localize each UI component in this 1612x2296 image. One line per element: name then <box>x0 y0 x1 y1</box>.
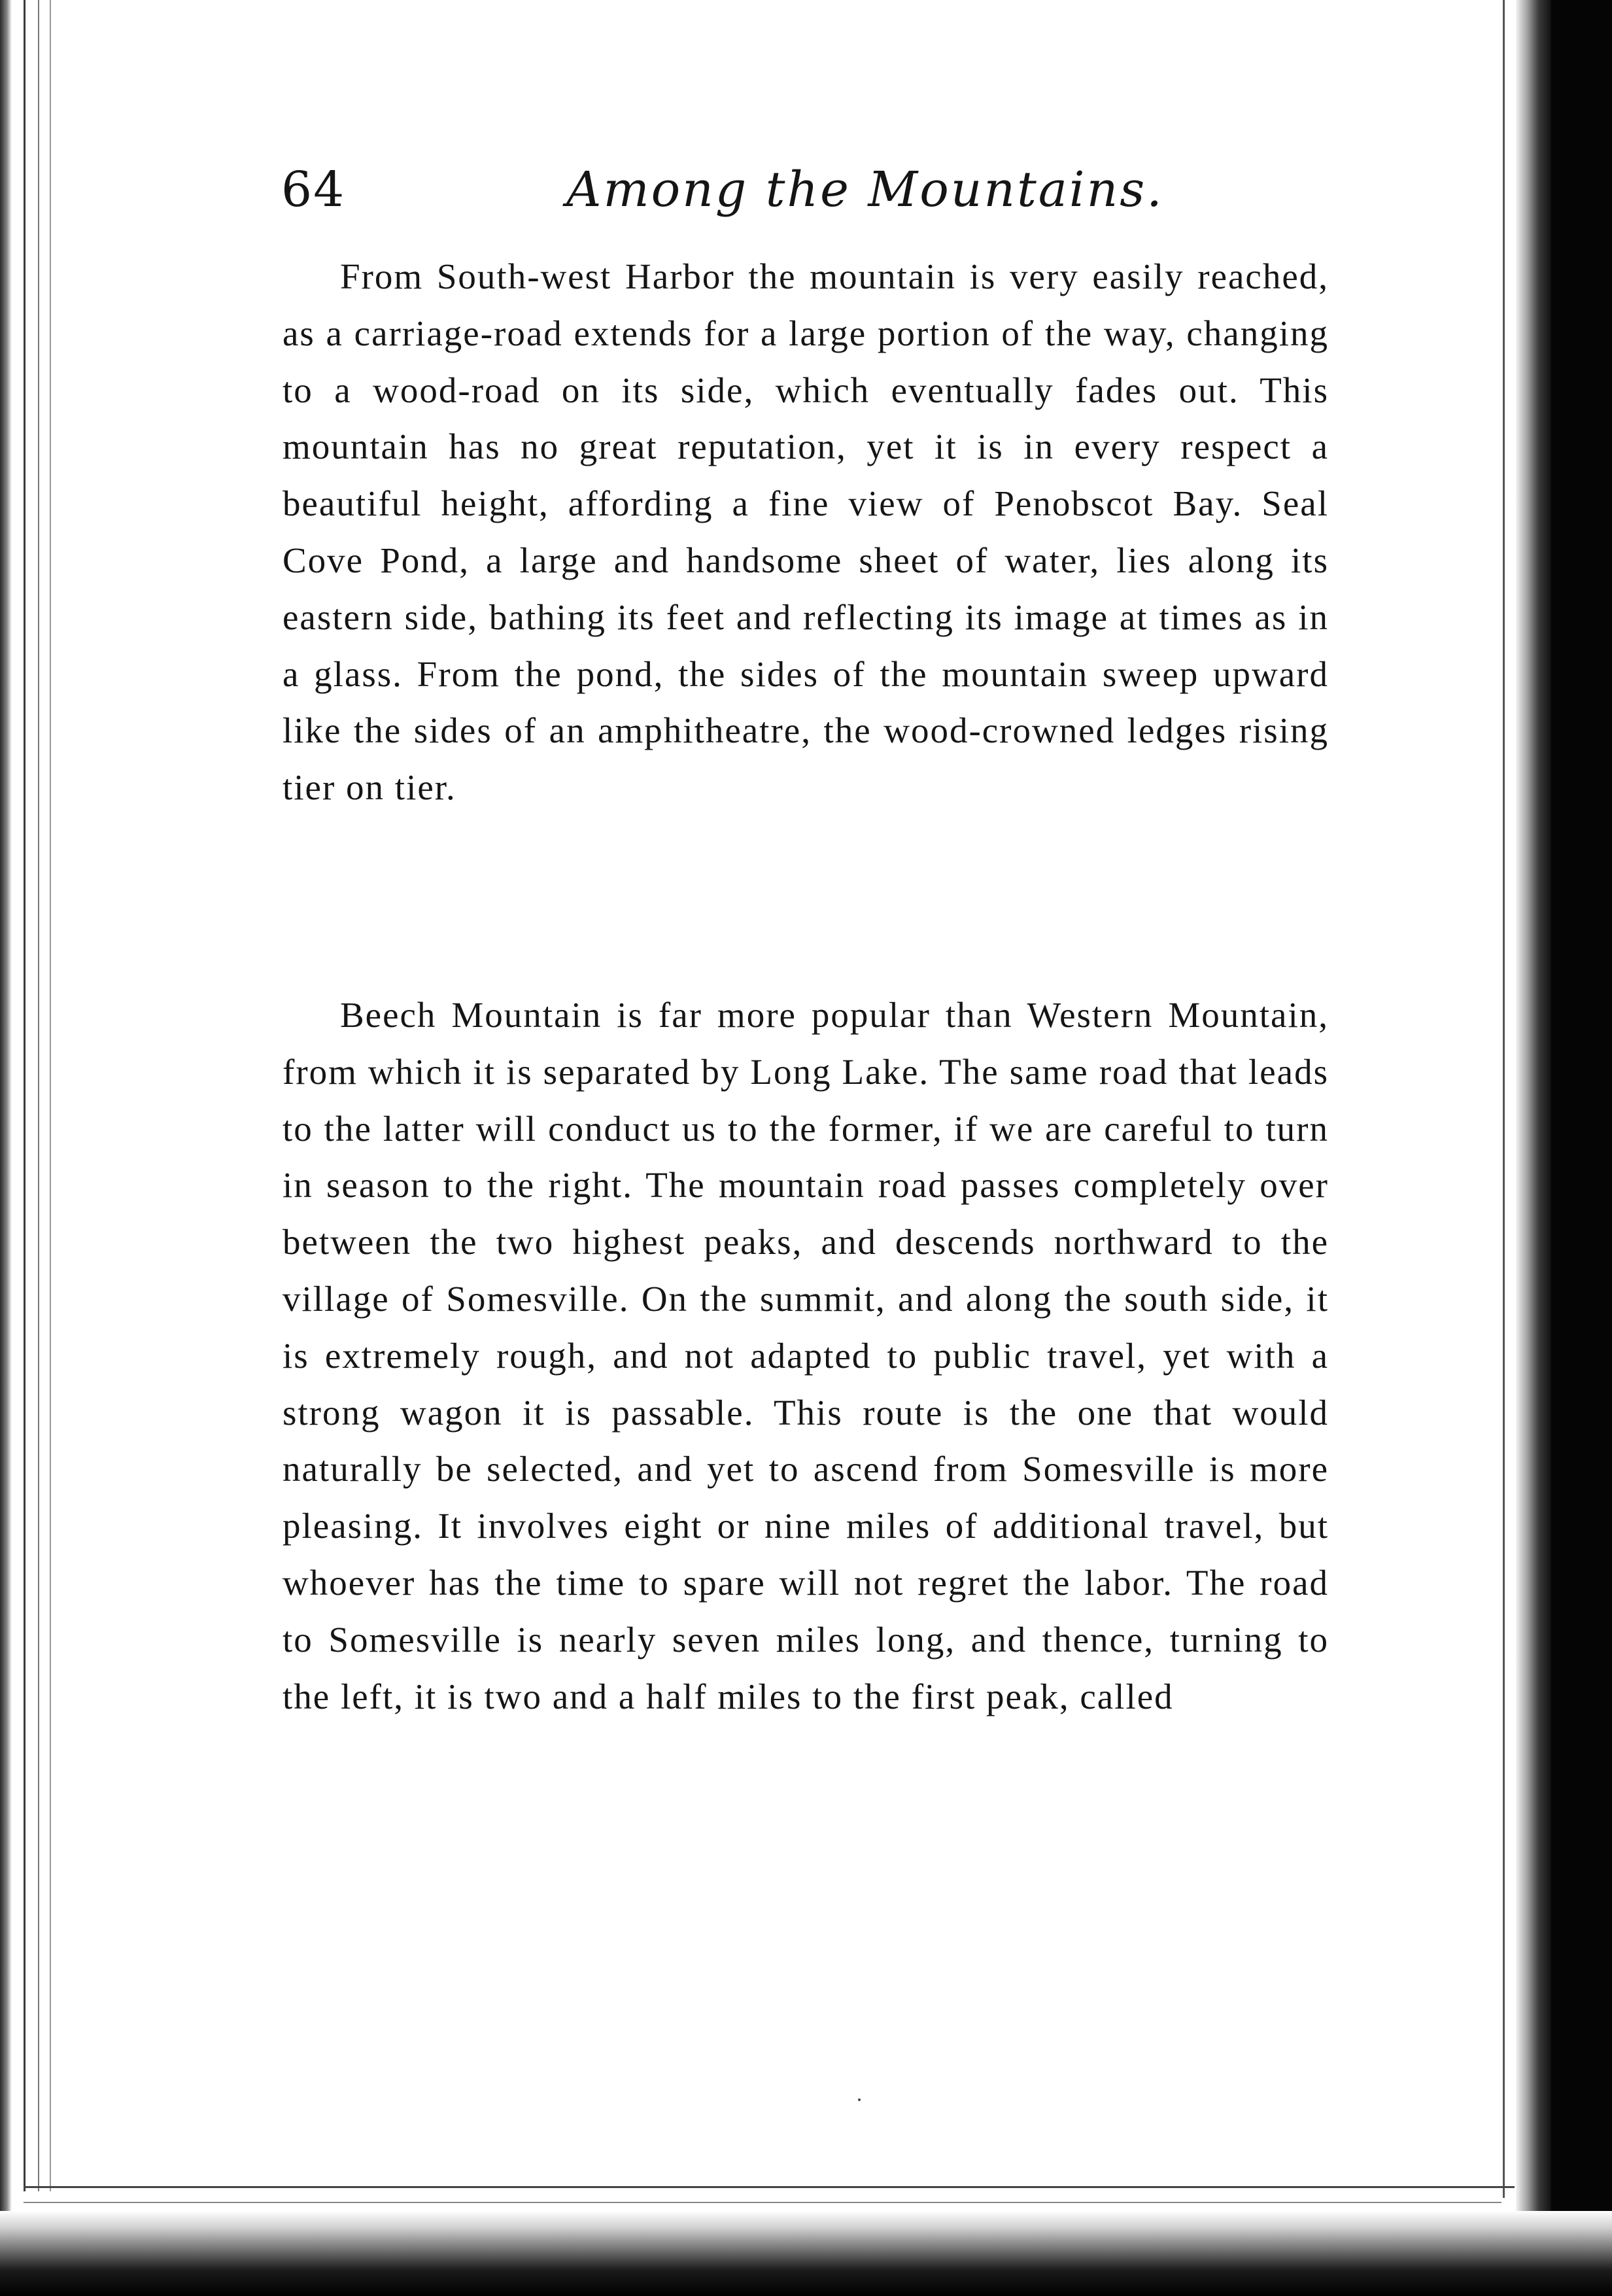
book-spine-shadow <box>1516 0 1551 2296</box>
ink-speck <box>858 2098 861 2101</box>
scan-background-bottom <box>0 2211 1612 2296</box>
paragraph: From South-west Harbor the mountain is very easily reached, as a carriage-road extends for a large portion of the way, changing to a wood-road on its side, which eventually fades out. This mountain has no great reputation, yet it is in every respect a beautiful height, affording a fine view of Penobscot Bay. Seal Cove Pond, a large and handsome sheet of water, lies along its eastern side, bathing its feet and reflecting its image at times as in a glass. From the pond, the sides of the mountain sweep upward like the sides of an amphitheatre, the wood-crowned ledges rising tier on tier. <box>283 256 1329 808</box>
page-edge-line <box>50 0 51 2191</box>
page-edge-line <box>24 2186 1515 2188</box>
running-title: Among the Mountains. <box>566 162 1164 218</box>
running-header <box>281 150 1328 229</box>
page-edge-line <box>1503 0 1505 2198</box>
page-edge-line <box>24 2202 1501 2203</box>
paragraph: Beech Mountain is far more popular than Western Mountain, from which it is separated by Long Lake. The same road that leads to the latter will conduct us to the former, if we are careful to turn in season to the right. The mountain road passes completely over between the two highest peaks, and descends northward to the village of Somesville. On the summit, and along the south side, it is extremely rough, and not adapted to public travel, yet with a strong wagon it is passable. This route is the one that would naturally be selected, and yet to ascend from Somesville is more pleasing. It involves eight or nine miles of additional travel, but whoever has the time to spare will not regret the labor. The road to Somesville is nearly seven miles long, and thence, turning to the left, it is two and a half miles to the first peak, called <box>283 995 1329 1716</box>
page-number: 64 <box>281 162 346 218</box>
page-edge-line <box>38 0 39 2191</box>
scan-edge-left <box>0 0 12 2296</box>
scan-background-right <box>1551 0 1612 2296</box>
page-edge-line <box>24 0 26 2191</box>
